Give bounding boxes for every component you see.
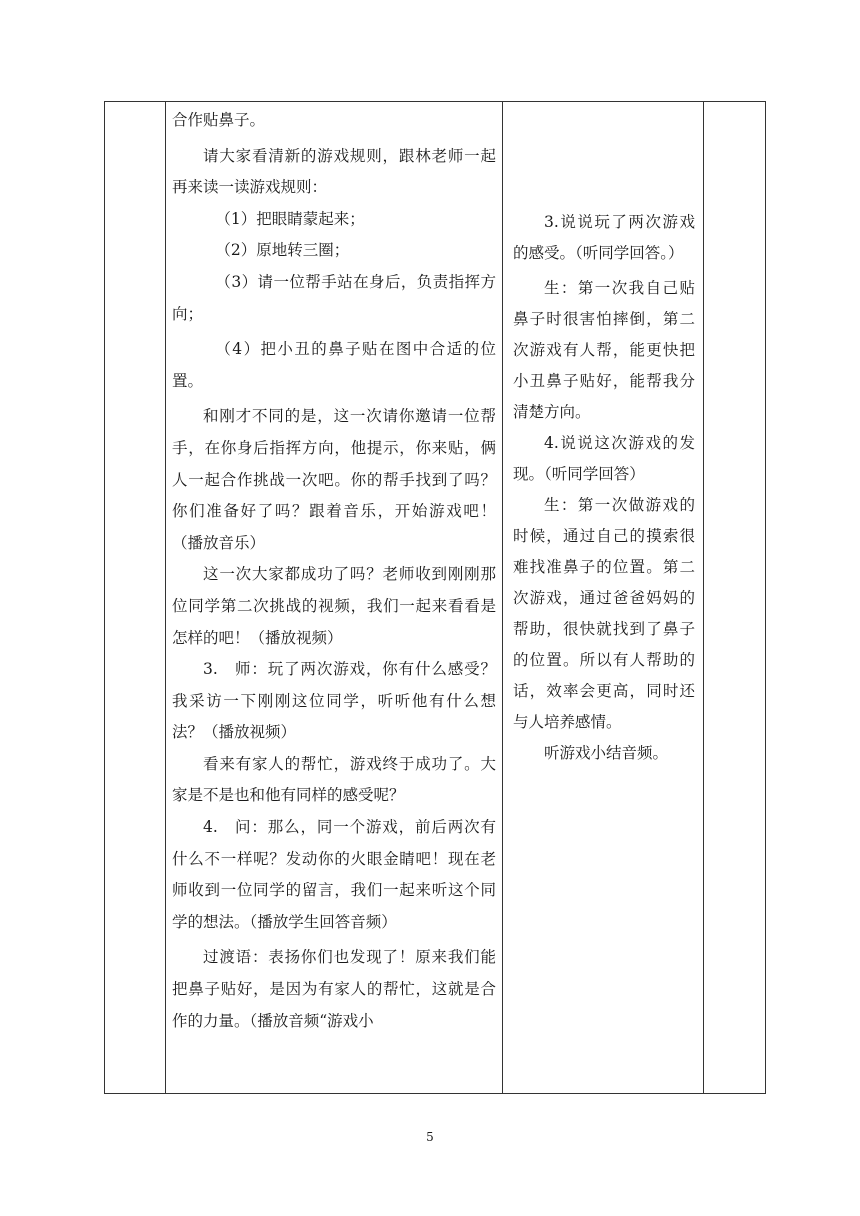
teacher-para-rule-2: （2）原地转三圈； [215,241,350,260]
student-para-2: 生：第一次我自己贴鼻子时很害怕摔倒，第二次游戏有人帮，能更快把小丑鼻子贴好，能帮我分清楚方向。 [513,279,695,421]
teacher-para-7: 4. 问：那么，同一个游戏，前后两次有什么不一样呢？发动你的火眼金睛吧！现在老师收到一位同学的留言，我们一起来听这个同学的想法。（播放学生回答音频） [172,818,496,931]
teacher-activity-cell [166,102,503,1094]
page-number: 5 [426,1130,434,1144]
teacher-para-rule-3: （3）请一位帮手站在身后，负责指挥方向； [172,272,496,323]
table-row [105,102,766,1094]
empty-left-cell [105,102,166,1094]
student-activity-cell [503,102,704,1094]
teacher-para-rule-1: （1）把眼睛蒙起来； [215,209,365,228]
teacher-para-rule-4: （4）把小丑的鼻子贴在图中合适的位置。 [172,340,496,390]
teacher-para-3: 和刚才不同的是，这一次请你邀请一位帮手，在你身后指挥方向，他提示，你来贴，俩人一起合作挑战一次吧。你的帮手找到了吗？你们准备好了吗？跟着音乐，开始游戏吧！（播放音乐） [172,407,496,552]
student-para-4: 生：第一次做游戏的时候，通过自己的摸索很难找准鼻子的位置。第二次游戏，通过爸爸妈妈的帮助，很快就找到了鼻子的位置。所以有人帮助的话，效率会更高，同时还与人培养感情。 [513,496,695,731]
teacher-para-1: 合作贴鼻子。 [172,111,266,129]
teacher-para-8: 过渡语：表扬你们也发现了！原来我们能把鼻子贴好，是因为有家人的帮忙，这就是合作的力量。（播放音频“游戏小 [172,948,496,1030]
lesson-plan-table [104,101,766,1094]
teacher-para-2: 请大家看清新的游戏规则，跟林老师一起再来读一读游戏规则： [172,146,496,197]
student-para-5: 听游戏小结音频。 [544,744,669,762]
teacher-para-4: 这一次大家都成功了吗？老师收到刚刚那位同学第二次挑战的视频，我们一起来看看是怎样的吧！（播放视频） [172,565,496,647]
student-para-3: 4.说说这次游戏的发现。（听同学回答） [513,434,695,483]
student-activity-content [513,207,695,769]
teacher-para-6: 看来有家人的帮忙，游戏终于成功了。大家是不是也和他有同样的感受呢？ [172,754,496,805]
student-para-1: 3.说说玩了两次游戏的感受。（听同学回答。） [513,213,695,262]
teacher-para-5: 3. 师：玩了两次游戏，你有什么感受？我采访一下刚刚这位同学，听听他有什么想法？（播放视频） [172,660,496,742]
empty-right-cell [704,102,766,1094]
